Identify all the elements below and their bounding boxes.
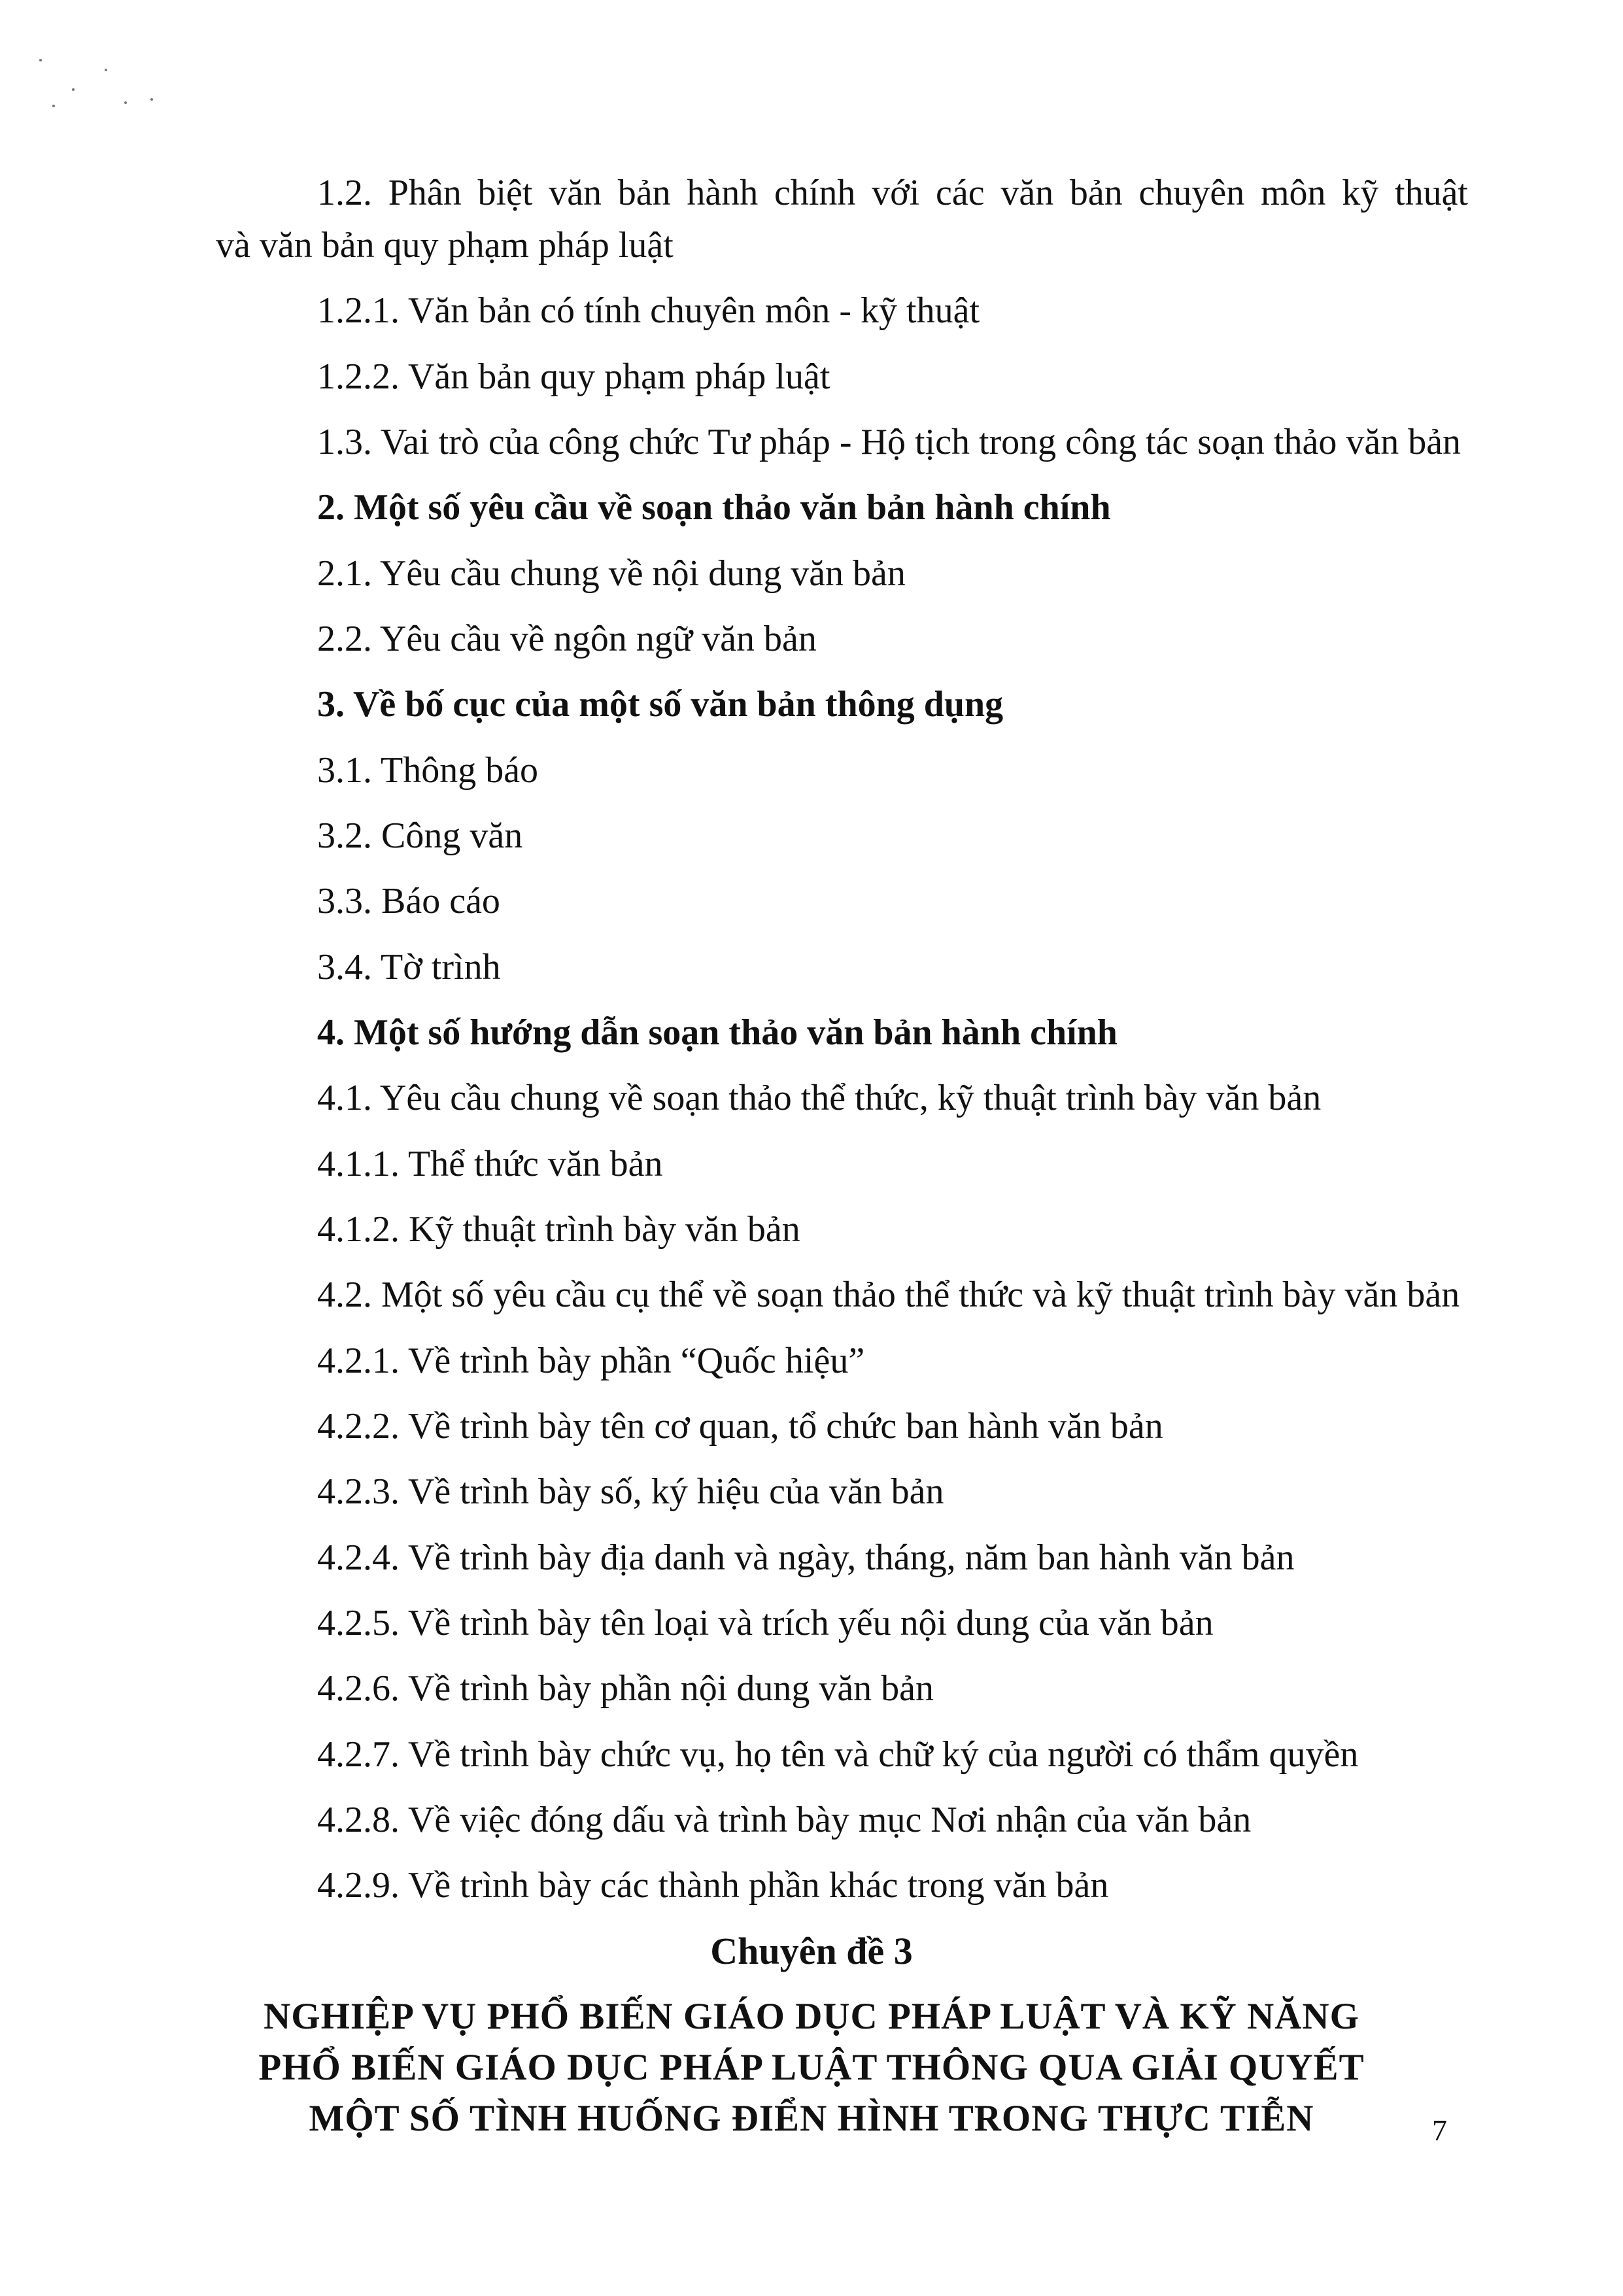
toc-line: 4.2.9. Về trình bày các thành phần khác trong văn bản (317, 1865, 1109, 1906)
toc-line: 4.2. Một số yêu cầu cụ thể về soạn thảo thể thức và kỹ thuật trình bày văn bản (317, 1275, 1460, 1315)
toc-heading: 3. Về bố cục của một số văn bản thông dụng (317, 684, 1004, 725)
toc-line: 4.2.3. Về trình bày số, ký hiệu của văn bản (317, 1471, 944, 1512)
toc-line: 1.3. Vai trò của công chức Tư pháp - Hộ tịch trong công tác soạn thảo văn bản (317, 422, 1461, 462)
toc-line: 4.1.1. Thể thức văn bản (317, 1144, 663, 1184)
toc-line: 1.2.2. Văn bản quy phạm pháp luật (317, 356, 830, 397)
toc-line: 2.1. Yêu cầu chung về nội dung văn bản (317, 553, 906, 594)
chapter-heading: Chuyên đề 3 (710, 1930, 913, 1972)
toc-line: 4.2.8. Về việc đóng dấu và trình bày mục Nơi nhận của văn bản (317, 1800, 1252, 1840)
toc-line: 4.2.2. Về trình bày tên cơ quan, tổ chức ban hành văn bản (317, 1406, 1163, 1447)
toc-line: 4.2.4. Về trình bày địa danh và ngày, tháng, năm ban hành văn bản (317, 1537, 1295, 1578)
toc-line: 1.2.1. Văn bản có tính chuyên môn - kỹ thuật (317, 290, 980, 331)
toc-line: 4.1.2. Kỹ thuật trình bày văn bản (317, 1209, 800, 1250)
page-number: 7 (1432, 2114, 1447, 2147)
chapter-title-line: NGHIỆP VỤ PHỔ BIẾN GIÁO DỤC PHÁP LUẬT VÀ KỸ NĂNG (264, 1996, 1359, 2037)
toc-line: 4.2.1. Về trình bày phần “Quốc hiệu” (317, 1341, 865, 1381)
toc-line: 3.1. Thông báo (317, 750, 539, 791)
toc-line: và văn bản quy phạm pháp luật (216, 225, 674, 266)
toc-heading: 4. Một số hướng dẫn soạn thảo văn bản hành chính (317, 1012, 1118, 1053)
toc-line: 3.2. Công văn (317, 815, 523, 856)
scan-specks (33, 39, 177, 118)
toc-line: 1.2. Phân biệt văn bản hành chính với các văn bản chuyên môn kỹ thuật (317, 173, 1468, 213)
toc-line: 4.1. Yêu cầu chung về soạn thảo thể thức, kỹ thuật trình bày văn bản (317, 1078, 1322, 1118)
toc-line: 3.3. Báo cáo (317, 881, 500, 921)
chapter-title-line: MỘT SỐ TÌNH HUỐNG ĐIỂN HÌNH TRONG THỰC TIỄN (309, 2098, 1314, 2139)
toc-line: 4.2.6. Về trình bày phần nội dung văn bản (317, 1668, 934, 1709)
toc-line: 4.2.5. Về trình bày tên loại và trích yếu nội dung của văn bản (317, 1603, 1214, 1643)
toc-line: 2.2. Yêu cầu về ngôn ngữ văn bản (317, 619, 817, 659)
toc-line: 4.2.7. Về trình bày chức vụ, họ tên và chữ ký của người có thẩm quyền (317, 1734, 1359, 1775)
toc-line: 3.4. Tờ trình (317, 947, 501, 987)
toc-heading: 2. Một số yêu cầu về soạn thảo văn bản hành chính (317, 487, 1111, 528)
chapter-title-line: PHỔ BIẾN GIÁO DỤC PHÁP LUẬT THÔNG QUA GIẢI QUYẾT (258, 2047, 1365, 2088)
